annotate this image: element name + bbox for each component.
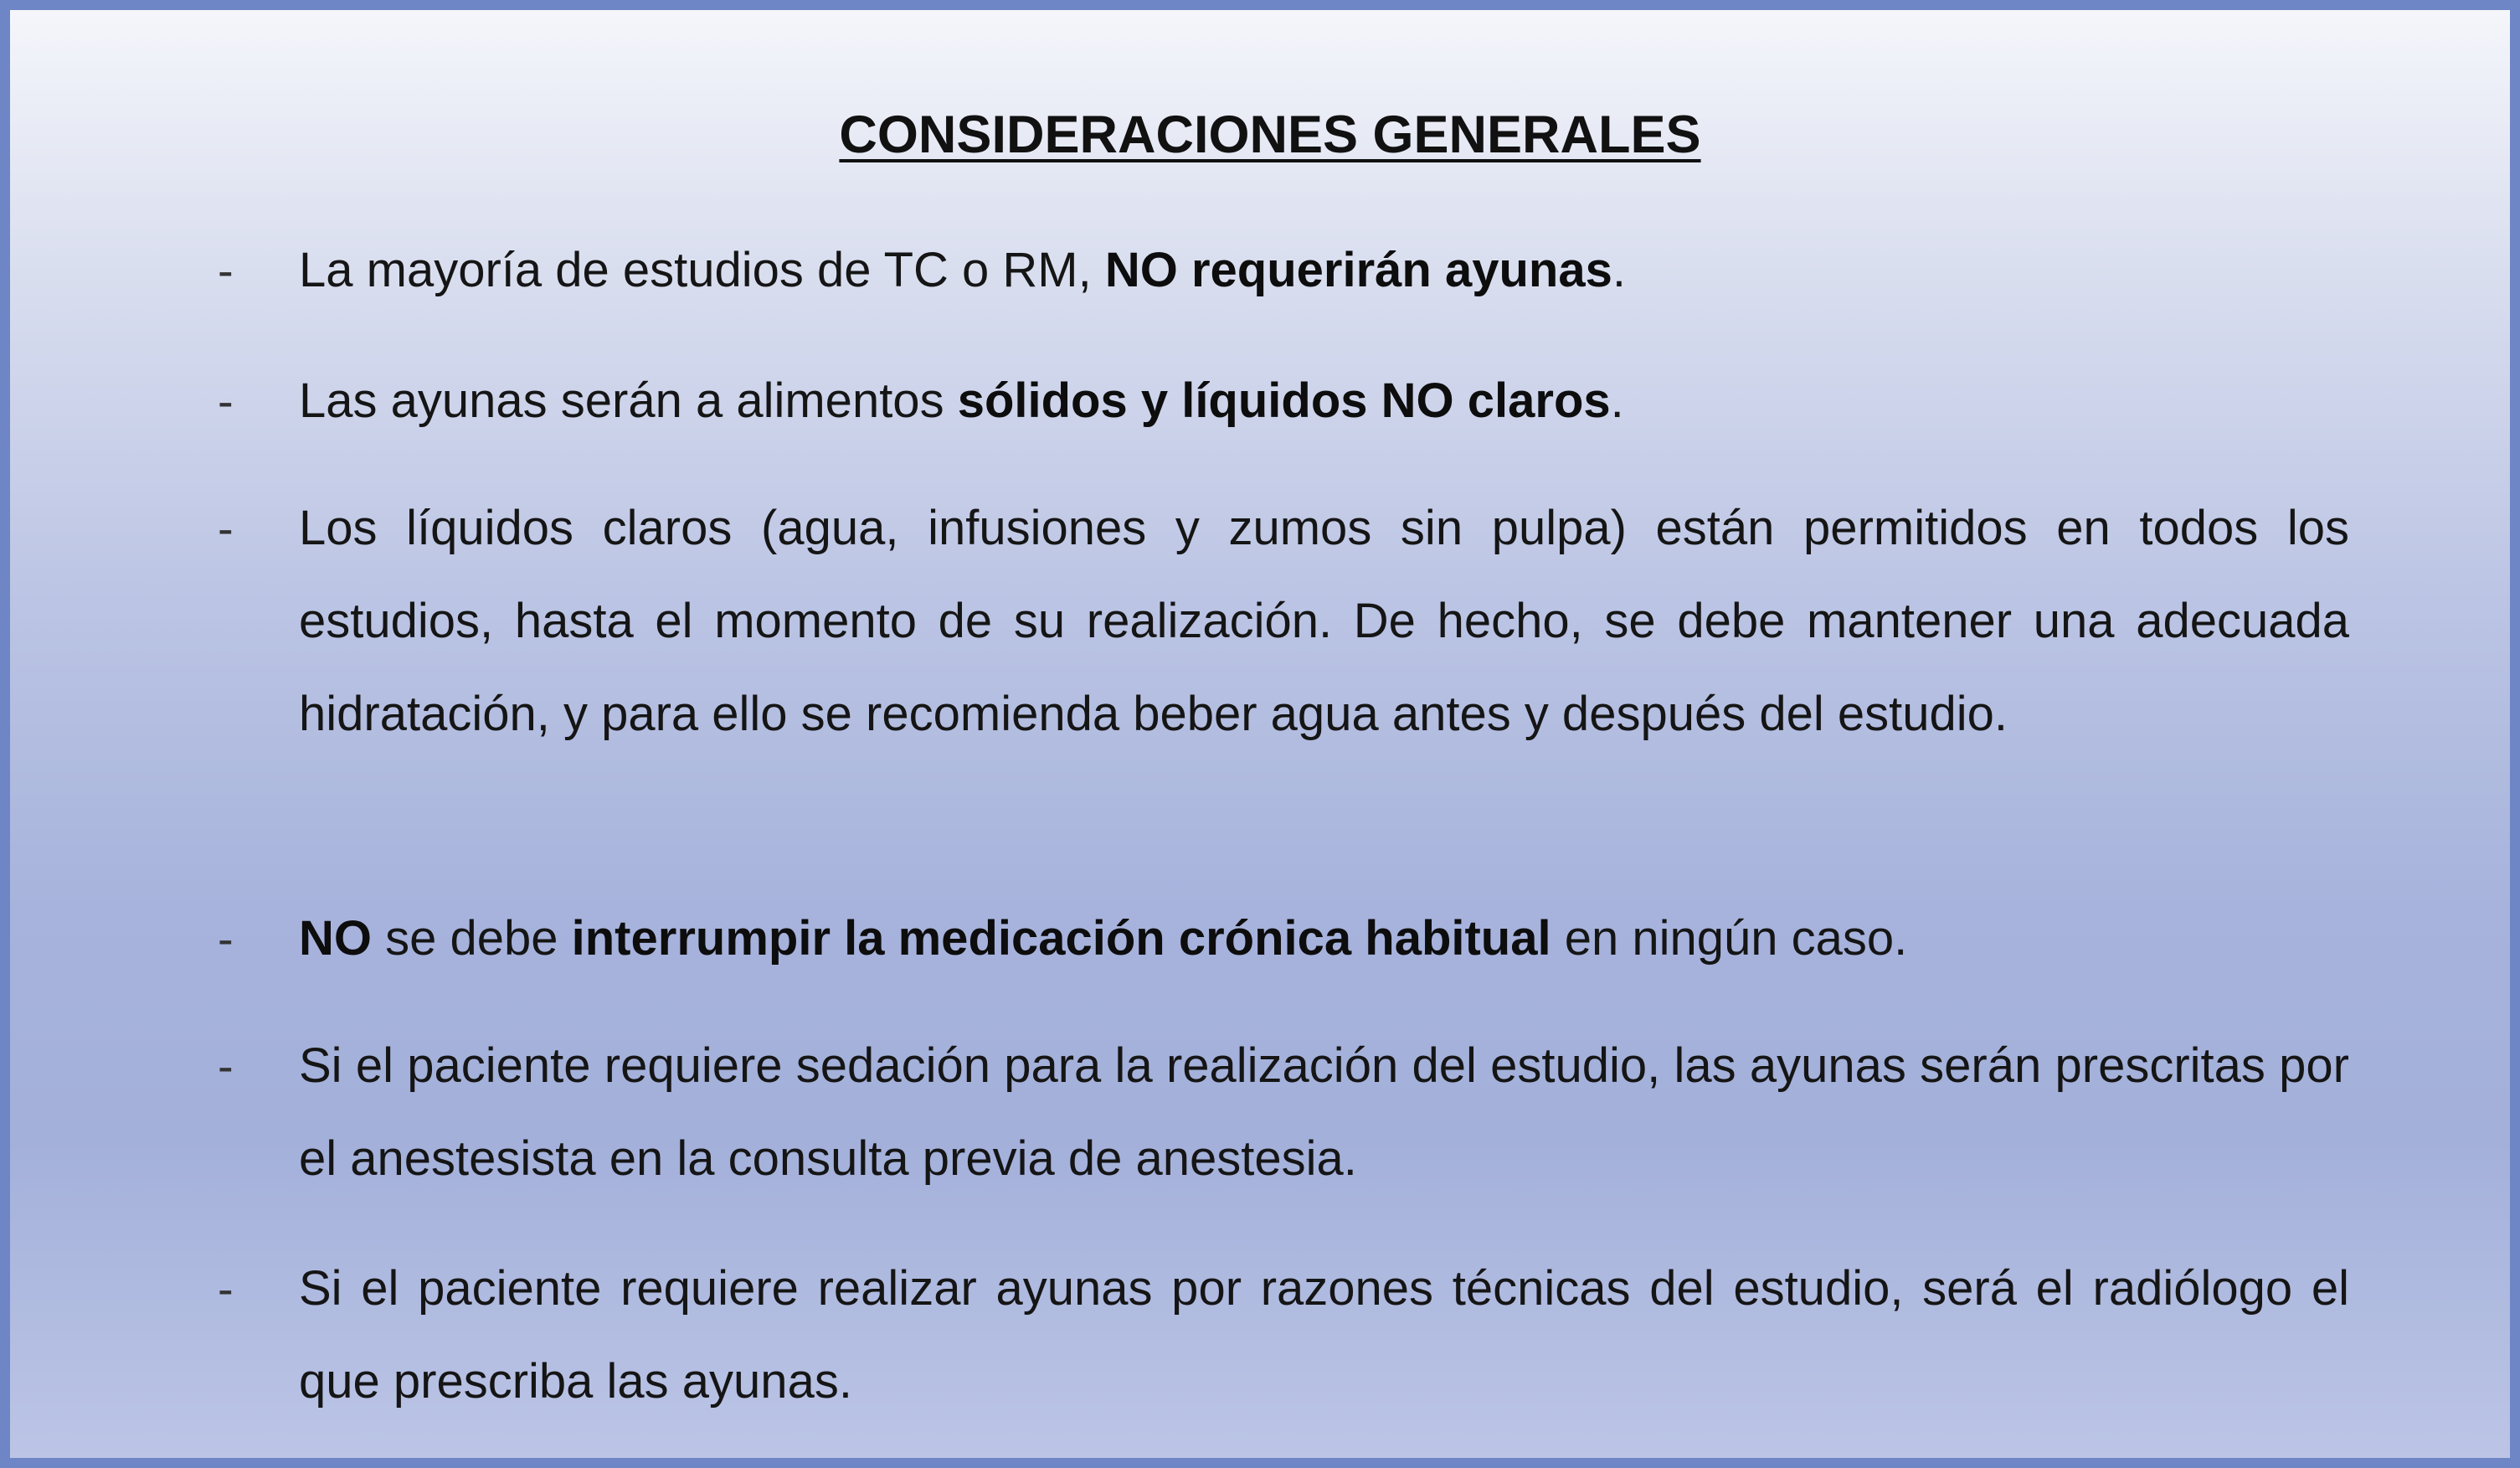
bullet-text (299, 224, 2349, 317)
bullet-text (299, 482, 2349, 760)
bullet-text-segment: Si el paciente requiere realizar ayunas por razones técnicas del estudio, será el radiólogo el que prescriba las ayunas. (299, 1261, 2349, 1409)
bullet-dash: - (218, 374, 234, 427)
bullet-text-segment: Si el paciente requiere sedación para la realización del estudio, las ayunas serán prescritas por el anestesista en la consulta previa de anestesia. (299, 1038, 2349, 1186)
bullet-text-segment: en ningún caso. (1551, 911, 1908, 966)
bullet-text (299, 1242, 2349, 1428)
bullet-text (299, 1019, 2349, 1205)
bullet-text (299, 892, 2349, 985)
panel-title: CONSIDERACIONES GENERALES (839, 106, 1701, 164)
bullet-dash: - (218, 1262, 234, 1315)
bullet-text-segment: Los líquidos claros (agua, infusiones y zumos sin pulpa) están permitidos en todos los estudios, hasta el momento de su realización. De hecho, se debe mantener una adecuada hidratación, y para ello se recomienda beber agua antes y después del estudio. (299, 501, 2349, 741)
bullet-text-segment: La mayoría de estudios de TC o RM, (299, 243, 1105, 297)
bullet-text-bold: NO (299, 911, 372, 966)
bullet-text-bold: sólidos y líquidos NO claros (957, 373, 1611, 428)
bullet-text-bold: NO requerirán ayunas (1104, 243, 1612, 297)
bullet-text (299, 354, 2349, 447)
bullet-text-segment: Las ayunas serán a alimentos (299, 373, 958, 428)
bullet-text-bold: interrumpir la medicación crónica habitual (571, 911, 1551, 966)
bullet-text-segment: . (1610, 373, 1624, 428)
bullet-text-segment: . (1612, 243, 1626, 297)
bullet-dash: - (218, 912, 234, 965)
bullet-dash: - (218, 244, 234, 296)
bullet-dash: - (218, 1039, 234, 1092)
bullet-dash: - (218, 502, 234, 554)
bullet-text-segment: se debe (372, 911, 572, 966)
